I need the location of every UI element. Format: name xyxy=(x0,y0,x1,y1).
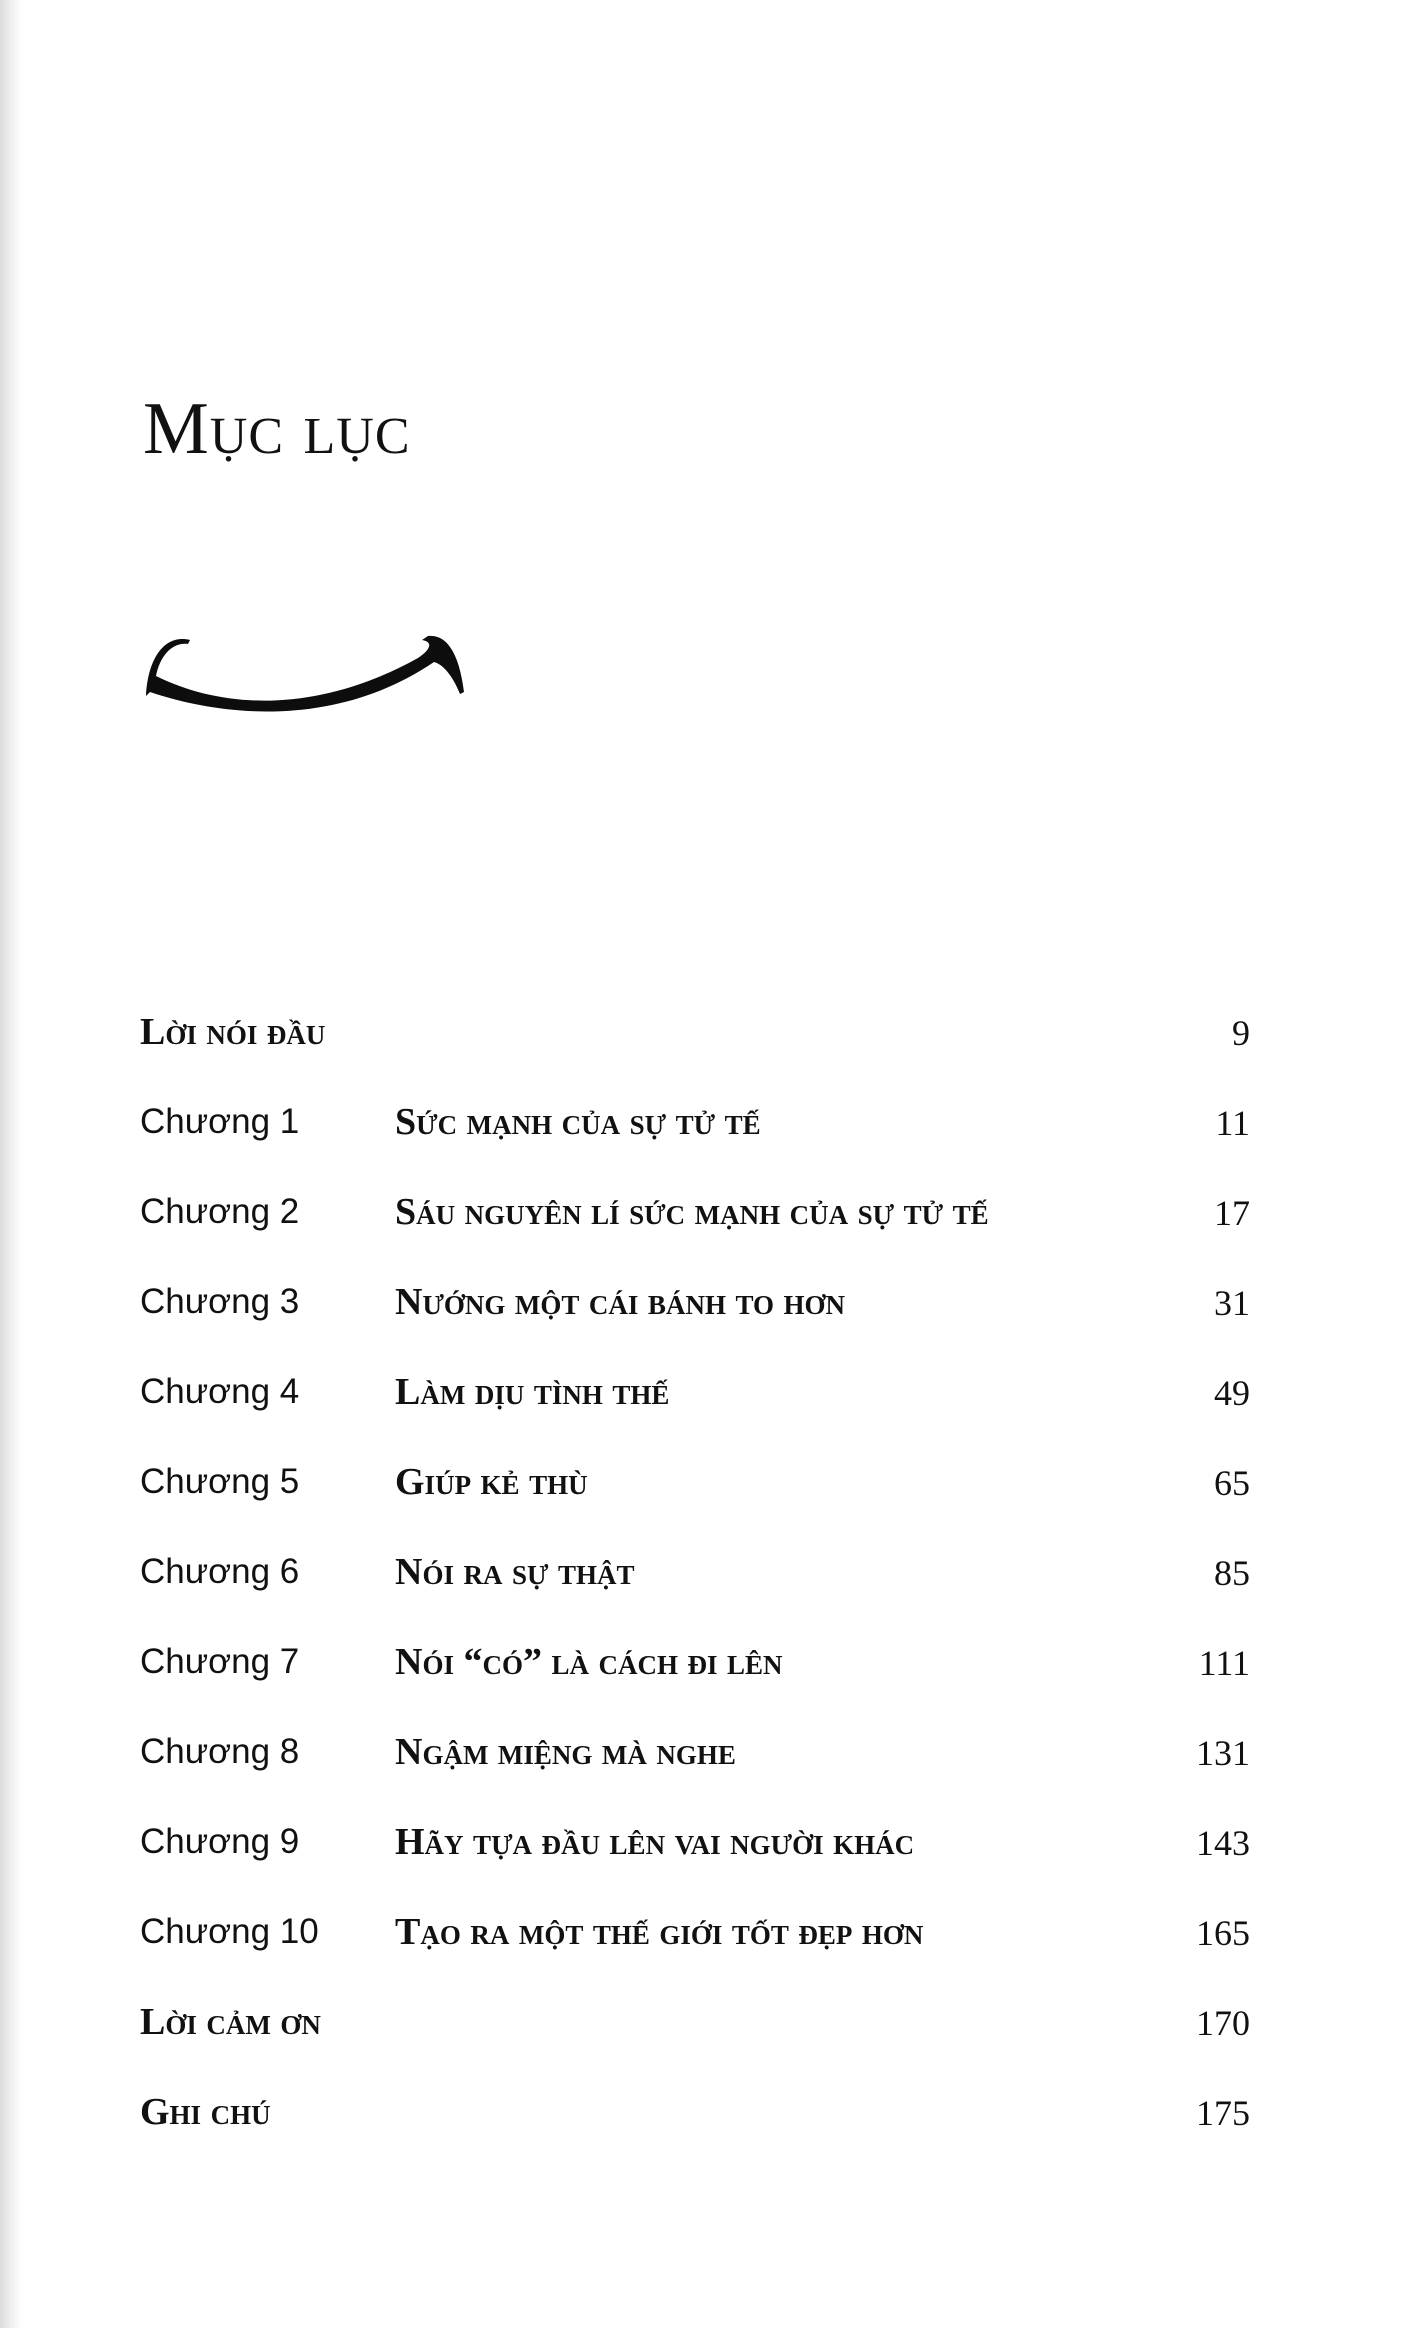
page-title: Mục lục xyxy=(143,388,411,470)
toc-entry-chapter-10[interactable] xyxy=(140,1900,1250,1990)
chapter-number: Chương 7 xyxy=(140,1642,300,1681)
toc-page-number: 31 xyxy=(1214,1283,1250,1323)
toc-page-number: 131 xyxy=(1196,1733,1250,1773)
toc-page-number: 175 xyxy=(1196,2093,1250,2133)
toc-entry-chapter-7[interactable] xyxy=(140,1630,1250,1720)
table-of-contents xyxy=(140,1000,1250,2170)
chapter-title: Tạo ra một thế giới tốt đẹp hơn xyxy=(395,1911,924,1953)
chapter-number: Chương 3 xyxy=(140,1282,300,1321)
chapter-title: Giúp kẻ thù xyxy=(395,1461,588,1503)
chapter-title: Hãy tựa đầu lên vai người khác xyxy=(395,1821,915,1863)
toc-entry-foreword[interactable] xyxy=(140,1000,1250,1090)
chapter-number: Chương 8 xyxy=(140,1732,300,1771)
toc-entry-chapter-2[interactable] xyxy=(140,1180,1250,1270)
toc-entry-label: Lời nói đầu xyxy=(140,1011,326,1053)
chapter-number: Chương 5 xyxy=(140,1462,300,1501)
toc-entry-acknowledgements[interactable] xyxy=(140,1990,1250,2080)
chapter-number: Chương 1 xyxy=(140,1102,300,1141)
toc-entry-label: Ghi chú xyxy=(140,2091,271,2133)
toc-page-number: 11 xyxy=(1215,1103,1250,1143)
toc-entry-chapter-5[interactable] xyxy=(140,1450,1250,1540)
chapter-title: Nướng một cái bánh to hơn xyxy=(395,1281,845,1323)
smile-ornament xyxy=(138,616,478,716)
toc-entry-chapter-3[interactable] xyxy=(140,1270,1250,1360)
toc-entry-chapter-4[interactable] xyxy=(140,1360,1250,1450)
toc-entry-chapter-8[interactable] xyxy=(140,1720,1250,1810)
toc-page-number: 9 xyxy=(1232,1013,1250,1053)
chapter-title: Nói ra sự thật xyxy=(395,1551,635,1593)
toc-entry-label: Lời cảm ơn xyxy=(140,2001,321,2043)
chapter-title: Làm dịu tình thế xyxy=(395,1371,670,1413)
chapter-number: Chương 9 xyxy=(140,1822,300,1861)
toc-page-number: 85 xyxy=(1214,1553,1250,1593)
toc-entry-notes[interactable] xyxy=(140,2080,1250,2170)
toc-page-number: 17 xyxy=(1214,1193,1250,1233)
toc-page-number: 65 xyxy=(1214,1463,1250,1503)
toc-page-number: 143 xyxy=(1196,1823,1250,1863)
toc-entry-chapter-9[interactable] xyxy=(140,1810,1250,1900)
chapter-number: Chương 2 xyxy=(140,1192,300,1231)
toc-entry-chapter-1[interactable] xyxy=(140,1090,1250,1180)
toc-page-number: 165 xyxy=(1196,1913,1250,1953)
toc-page-number: 111 xyxy=(1198,1643,1250,1683)
chapter-number: Chương 6 xyxy=(140,1552,300,1591)
chapter-number: Chương 4 xyxy=(140,1372,300,1411)
toc-page-number: 49 xyxy=(1214,1373,1250,1413)
toc-entry-chapter-6[interactable] xyxy=(140,1540,1250,1630)
chapter-title: Nói “có” là cách đi lên xyxy=(395,1641,783,1683)
chapter-title: Ngậm miệng mà nghe xyxy=(395,1731,736,1773)
toc-page-number: 170 xyxy=(1196,2003,1250,2043)
chapter-number: Chương 10 xyxy=(140,1912,319,1951)
chapter-title: Sức mạnh của sự tử tế xyxy=(395,1101,761,1143)
chapter-title: Sáu nguyên lí sức mạnh của sự tử tế xyxy=(395,1191,989,1233)
page-edge-shadow xyxy=(0,0,22,2328)
